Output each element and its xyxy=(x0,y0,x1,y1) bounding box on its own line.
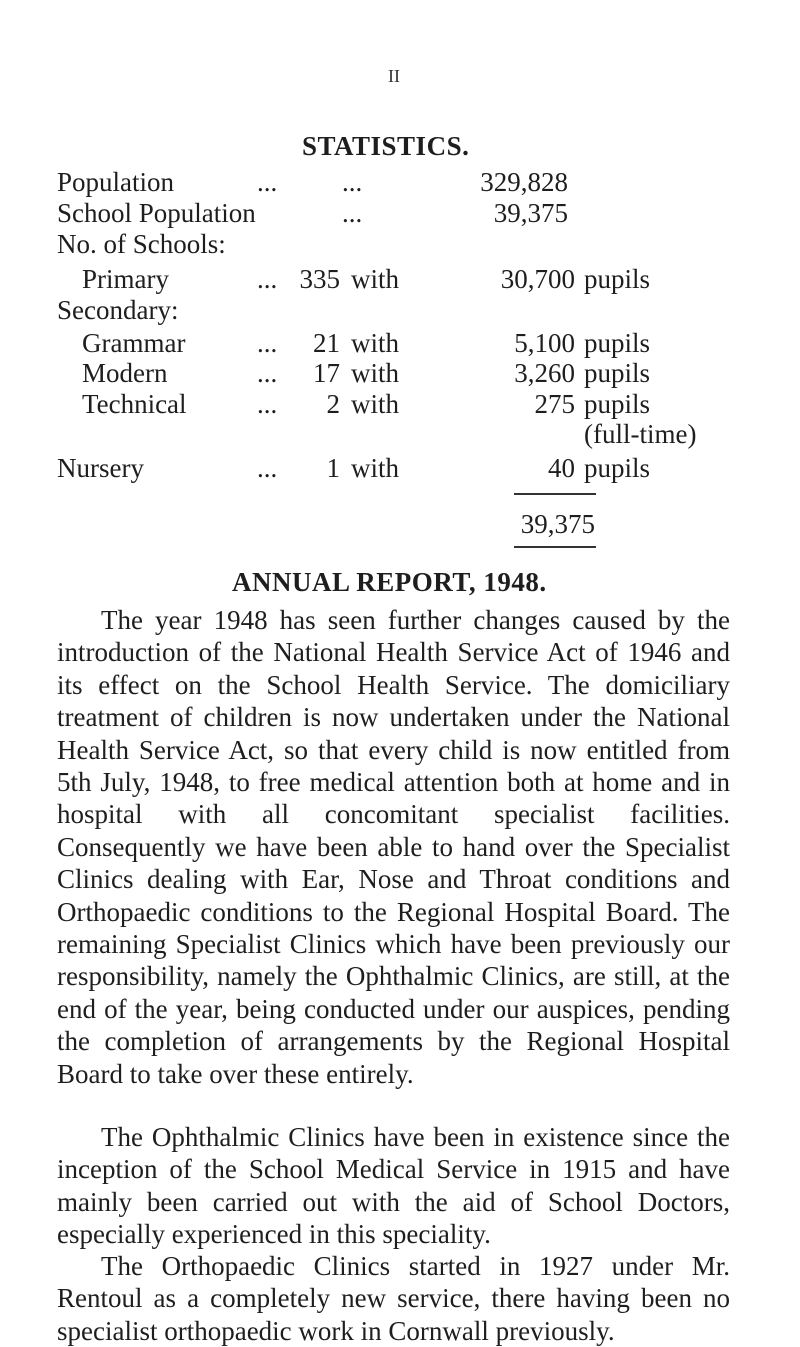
pupils-unit: pupils xyxy=(584,453,651,483)
leader-dots: ... xyxy=(257,358,278,388)
population-label: Population xyxy=(57,167,175,197)
with-text: with xyxy=(351,328,400,358)
modern-label: Modern xyxy=(82,358,168,388)
page-number: II xyxy=(388,66,400,86)
annual-report-heading: ANNUAL REPORT, 1948. xyxy=(232,567,547,597)
technical-pupils: 275 xyxy=(534,389,575,419)
leader-dots: ... xyxy=(342,167,363,197)
leader-dots: ... xyxy=(257,328,278,358)
technical-count: 2 xyxy=(326,389,340,419)
pupils-unit: pupils xyxy=(584,389,651,419)
pupils-unit: pupils xyxy=(584,358,651,388)
pupils-unit: pupils xyxy=(584,328,651,358)
report-paragraph-2: The Ophthalmic Clinics have been in existence since the inception of the School Medical Service in 1915 and have mainly been carried out with the aid of School Doctors, especially experienced in this speciality. xyxy=(57,1122,730,1250)
total-bottom-rule xyxy=(514,546,596,548)
total-top-rule xyxy=(514,493,596,495)
grammar-label: Grammar xyxy=(82,328,186,358)
secondary-label: Secondary: xyxy=(57,295,179,325)
grammar-pupils: 5,100 xyxy=(514,328,575,358)
total-value: 39,375 xyxy=(520,509,595,539)
report-paragraph-3: The Orthopaedic Clinics started in 1927 under Mr. Rentoul as a completely new service, there having been no specialist orthopaedic work in Cornwall previously. xyxy=(57,1251,730,1346)
leader-dots: ... xyxy=(257,389,278,419)
primary-count: 335 xyxy=(299,264,340,294)
leader-dots: ... xyxy=(342,198,363,228)
no-of-schools-label: No. of Schools: xyxy=(57,229,226,259)
primary-pupils: 30,700 xyxy=(500,264,575,294)
with-text: with xyxy=(351,264,400,294)
grammar-count: 21 xyxy=(313,328,340,358)
primary-label: Primary xyxy=(82,264,169,294)
leader-dots: ... xyxy=(257,264,278,294)
population-value: 329,828 xyxy=(480,167,568,197)
technical-label: Technical xyxy=(82,389,187,419)
with-text: with xyxy=(351,389,400,419)
report-paragraph-1: The year 1948 has seen further changes caused by the introduction of the National Health Service Act of 1946 and its effect on the School Health Service. The domiciliary treatment of children is now undertaken under the National Health Service Act, so that every child is now entitled from 5th July, 1948, to free medical attention both at home and in hospital with all concomitant specialist facilities. Consequently we have been able to hand over the Specialist Clinics dealing with Ear, Nose and Throat conditions and Orthopaedic conditions to the Regional Hospital Board. The remaining Specialist Clinics which have been previously our responsibility, namely the Ophthalmic Clinics, are still, at the end of the year, being conducted under our auspices, pending the completion of arrangements by the Regional Hospital Board to take over these entirely. xyxy=(57,605,730,1089)
nursery-label: Nursery xyxy=(57,453,144,483)
modern-count: 17 xyxy=(313,358,340,388)
statistics-heading: STATISTICS. xyxy=(302,131,470,161)
leader-dots: ... xyxy=(257,167,278,197)
nursery-pupils: 40 xyxy=(548,453,575,483)
leader-dots: ... xyxy=(257,453,278,483)
modern-pupils: 3,260 xyxy=(514,358,575,388)
with-text: with xyxy=(351,453,400,483)
with-text: with xyxy=(351,358,400,388)
full-time-note: (full-time) xyxy=(584,419,697,449)
school-population-value: 39,375 xyxy=(493,198,568,228)
nursery-count: 1 xyxy=(326,453,340,483)
pupils-unit: pupils xyxy=(584,264,651,294)
school-population-label: School Population xyxy=(57,198,256,228)
